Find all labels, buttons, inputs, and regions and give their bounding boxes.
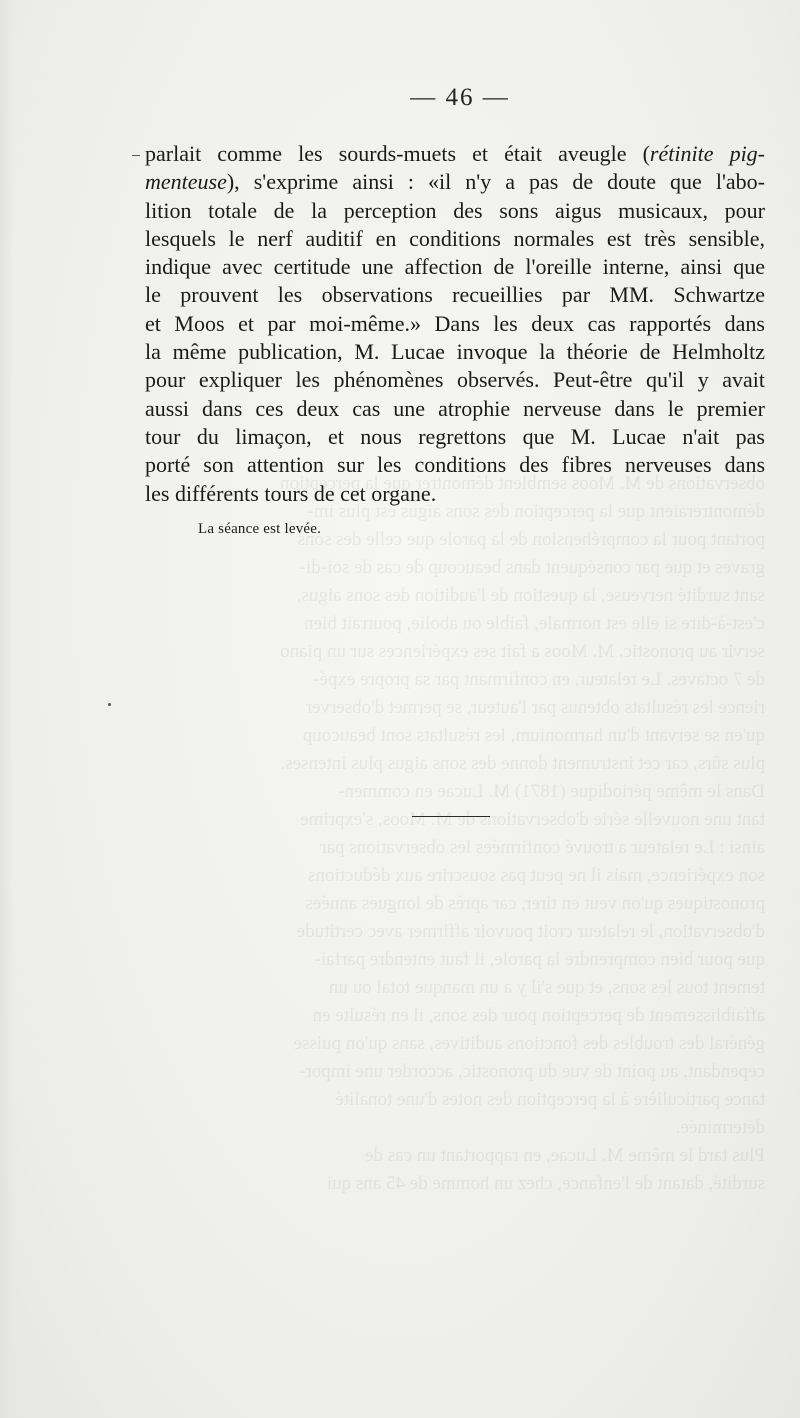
text-line-5: indique avec certitude une affection de l'oreille interne, ainsi que bbox=[145, 254, 765, 280]
text-line-6: le prouvent les observations recueillies par MM. Schwartze bbox=[145, 282, 765, 308]
end-rule bbox=[412, 816, 490, 817]
text-line-9: pour expliquer les phénomènes observés. Peut-être qu'il y avait bbox=[145, 367, 765, 393]
paper-speck bbox=[108, 703, 111, 706]
body-paragraph bbox=[145, 140, 765, 508]
page-number: — 46 — bbox=[410, 84, 510, 111]
paper-speck bbox=[132, 155, 140, 156]
text-line-2: menteuse), s'exprime ainsi : «il n'y a pas de doute que l'abo- bbox=[145, 169, 765, 195]
closing-remark: La séance est levée. bbox=[198, 521, 322, 537]
text-line-12: porté son attention sur les conditions des fibres nerveuses dans bbox=[145, 452, 765, 478]
text-line-7: et Moos et par moi-même.» Dans les deux cas rapportés dans bbox=[145, 310, 765, 336]
text-line-13: les différents tours de cet organe. bbox=[145, 480, 437, 506]
text-line-3: lition totale de la perception des sons aigus musicaux, pour bbox=[145, 197, 765, 223]
text-line-11: tour du limaçon, et nous regrettons que M. Lucae n'ait pas bbox=[145, 423, 765, 449]
text-line-10: aussi dans ces deux cas une atrophie nerveuse dans le premier bbox=[145, 395, 765, 421]
binding-edge-shadow bbox=[0, 0, 14, 1418]
text-line-4: lesquels le nerf auditif en conditions normales est très sensible, bbox=[145, 225, 765, 251]
text-line-1: parlait comme les sourds-muets et était aveugle (rétinite pig- bbox=[145, 141, 766, 166]
verso-show-through: observations de M. Moos semblent démontrer que la perception démontreraient que la perception des sons aigus est plus im- portant pour la compréhension de la parole que celle des sons graves et que par conséquent dans beaucoup de cas de soi-di- sant surdité nerveuse, la question de l'audition des sons aigus, c'est-à-dire si elle est normale, faible ou abolie, pourrait bien servir au pronostic. M. Moos a fait ses expériences sur un piano de 7 octaves. Le relateur, en confirmant par sa propre expé- rience les résultats obtenus par l'auteur, se permet d'observer qu'en se servant d'un harmonium, les résultats sont beaucoup plus sûrs, car cet instrument donne des sons aigus plus intenses. Dans le même périodique (1871) M. Lucae en commen- tant une nouvelle série d'observations de M. Moos, s'exprime ainsi : Le relateur a trouvé confirmées les observations par son expérience, mais il ne peut pas souscrire aux déductions pronostiques qu'on veut en tirer, car après de longues années d'observation, le relateur croit pouvoir affirmer avec certitude que pour bien comprendre la parole, il faut entendre parfai- tement tous les sons, et que s'il y a un manque total ou un affaiblissement de perception pour des sons, il en résulte en général des troubles des fonctions auditives, sans qu'on puisse cependant, au point de vue du pronostic, accorder une impor- tance particulière à la perception des notes d'une tonalité déterminée. Plus tard le même M. Lucae, en rapportant un cas de surdité, datant de l'enfance, chez un homme de 45 ans qui bbox=[280, 473, 765, 1194]
text-line-8: la même publication, M. Lucae invoque la théorie de Helmholtz bbox=[145, 339, 765, 365]
